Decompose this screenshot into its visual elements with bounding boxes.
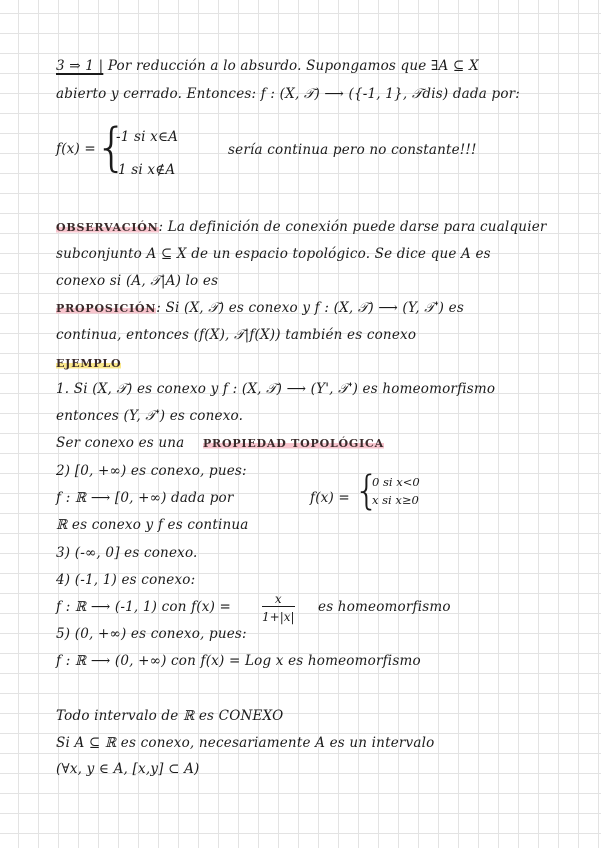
item-2-title: 2) [0, +∞) es conexo, pues: [56,463,247,479]
proof-line-1 [56,57,479,75]
observacion-line-1 [56,218,547,237]
proof-fx: f(x) = [56,141,96,157]
item-5-map: f : ℝ ⟶ (0, +∞) con f(x) = Log x es homeomorfismo [56,653,421,669]
observacion-line-2: subconjunto A ⊆ X de un espacio topológico. Se dice que A es [56,246,491,262]
observacion-line-3: conexo si (A, 𝒯|A) lo es [56,273,219,289]
proposicion-line-2: continua, entonces (f(X), 𝒯|f(X)) también es conexo [56,327,417,343]
item-4-title: 4) (-1, 1) es conexo: [56,572,196,588]
proof-case-1: -1 si x∈A [116,129,179,145]
item-2-map: f : ℝ ⟶ [0, +∞) dada por [56,490,234,506]
item-4-denominator: 1+|x| [262,610,295,624]
proof-text-1: Por reducción a lo absurdo. Supongamos que ∃A ⊆ X [107,58,479,74]
item-2-fx: f(x) = [310,490,350,506]
proposicion-line-1 [56,299,464,318]
item-4-map: f : ℝ ⟶ (-1, 1) con f(x) = [56,599,232,615]
item-4-tail: es homeomorfismo [318,599,451,615]
item-3: 3) (-∞, 0] es conexo. [56,545,198,561]
intervalos-line-3: (∀x, y ∈ A, [x,y] ⊂ A) [56,761,200,777]
proof-line-2: abierto y cerrado. Entonces: f : (X, 𝒯) ⟶ ({-1, 1}, 𝒯dis) dada por: [56,86,521,102]
left-brace-icon: { [95,118,129,178]
ejemplo-line-1: 1. Si (X, 𝒯) es conexo y f : (X, 𝒯) ⟶ (Y', 𝒯') es homeomorfismo [56,381,496,397]
item-5-title: 5) (0, +∞) es conexo, pues: [56,626,247,642]
ejemplo-label: EJEMPLO [56,357,122,370]
intervalos-line-2: Si A ⊆ ℝ es conexo, necesariamente A es un intervalo [56,735,435,751]
ejemplo-heading [56,354,121,373]
ejemplo-line-3 [56,434,384,453]
left-brace-icon-2: { [354,468,380,514]
proof-label: 3 ⇒ 1 | [56,58,104,74]
intervalos-line-1: Todo intervalo de ℝ es CONEXO [56,708,284,724]
proof-conclusion: sería continua pero no constante!!! [228,142,477,158]
proof-case-2: 1 si x∉A [118,162,176,178]
ejemplo-text-3: Ser conexo es una [56,435,185,451]
item-2-case-2: x si x≥0 [372,493,419,507]
item-4-fraction [262,592,295,624]
proposicion-text-1: : Si (X, 𝒯) es conexo y f : (X, 𝒯) ⟶ (Y, 𝒯') es [156,300,464,316]
observacion-text-1: : La definición de conexión puede darse para cualquier [158,219,547,235]
item-4-numerator: x [262,592,295,607]
proposicion-label: PROPOSICIÓN [56,302,157,315]
item-2-case-1: 0 si x<0 [372,475,420,489]
item-2-note: ℝ es conexo y f es continua [56,517,249,533]
ejemplo-line-2: entonces (Y, 𝒯') es conexo. [56,408,244,424]
propiedad-topologica-label: PROPIEDAD TOPOLÓGICA [202,437,384,450]
observacion-label: OBSERVACIÓN [56,221,159,234]
